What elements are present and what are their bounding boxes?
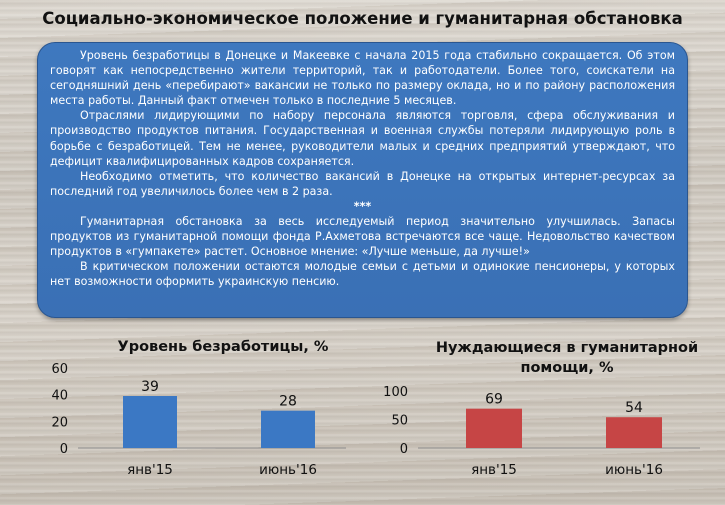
chart2-title-line2: помощи, %	[520, 360, 614, 376]
chart2-category-label-1: янв'15	[471, 462, 517, 478]
chart2-title-line1: Нуждающиеся в гуманитарной	[435, 340, 699, 356]
chart1-title: Уровень безработицы, %	[117, 339, 329, 355]
chart1-bar-2	[261, 411, 315, 448]
chart1-ytick-20: 20	[51, 415, 68, 431]
chart2-bar-2	[606, 417, 662, 448]
chart2-data-label-1: 69	[485, 391, 503, 408]
paragraph-unemployment: Уровень безработицы в Донецке и Макеевке с начала 2015 года стабильно сокращается. Об этом говорят как непосредственно жители территорий, так и работодатели. Более того, соискатели на сегодняшний день «перебирают» вакансии не только по размеру оклада, но и по району расположения места работы. Данный факт отмечен только в последние 5 месяцев.	[50, 49, 675, 108]
paragraph-critical: В критическом положении остаются молодые семьи с детьми и одинокие пенсионеры, у которых нет возможности оформить украинскую пенсию.	[50, 260, 675, 289]
chart2-bar-1	[466, 409, 522, 448]
chart1-data-label-2: 28	[279, 393, 297, 410]
chart2-category-label-2: июнь'16	[605, 462, 663, 478]
chart2-ytick-50: 50	[391, 413, 408, 429]
paragraph-humanitarian: Гуманитарная обстановка за весь исследуемый период значительно улучшилась. Запасы продуктов из гуманитарной помощи фонда Р.Ахметова встречаются все чаще. Недовольство качеством продуктов в «гумпакете» растет. Основное мнение: «Лучше меньше, да лучше!»	[50, 215, 675, 259]
chart2-ytick-0: 0	[399, 442, 408, 457]
chart1-data-label-1: 39	[141, 379, 159, 395]
chart1-ytick-40: 40	[51, 388, 68, 404]
chart1-category-label-2: июнь'16	[259, 462, 317, 478]
chart1-ytick-60: 60	[51, 362, 68, 377]
chart1-category-label-1: янв'15	[127, 462, 173, 478]
page-title: Социально-экономическое положение и гуманитарная обстановка	[42, 9, 683, 28]
paragraph-vacancies: Необходимо отметить, что количество вакансий в Донецке на открытых интернет-ресурсах за последний год увеличилось более чем в 2 раза.	[50, 169, 675, 198]
chart1-ytick-0: 0	[59, 442, 68, 457]
chart1-bar-1	[123, 396, 177, 448]
chart2-data-label-2: 54	[625, 400, 643, 417]
section-separator: ***	[353, 199, 372, 213]
paragraph-industries: Отраслями лидирующими по набору персонала являются торговля, сфера обслуживания и производство продуктов питания. Государственная и военная службы потеряли лидирующую роль в борьбе с безработицей. Тем не менее, руководители малых и средних предприятий утверждают, что дефицит квалифицированных кадров сохраняется.	[50, 109, 675, 168]
chart2-ytick-100: 100	[383, 385, 408, 400]
